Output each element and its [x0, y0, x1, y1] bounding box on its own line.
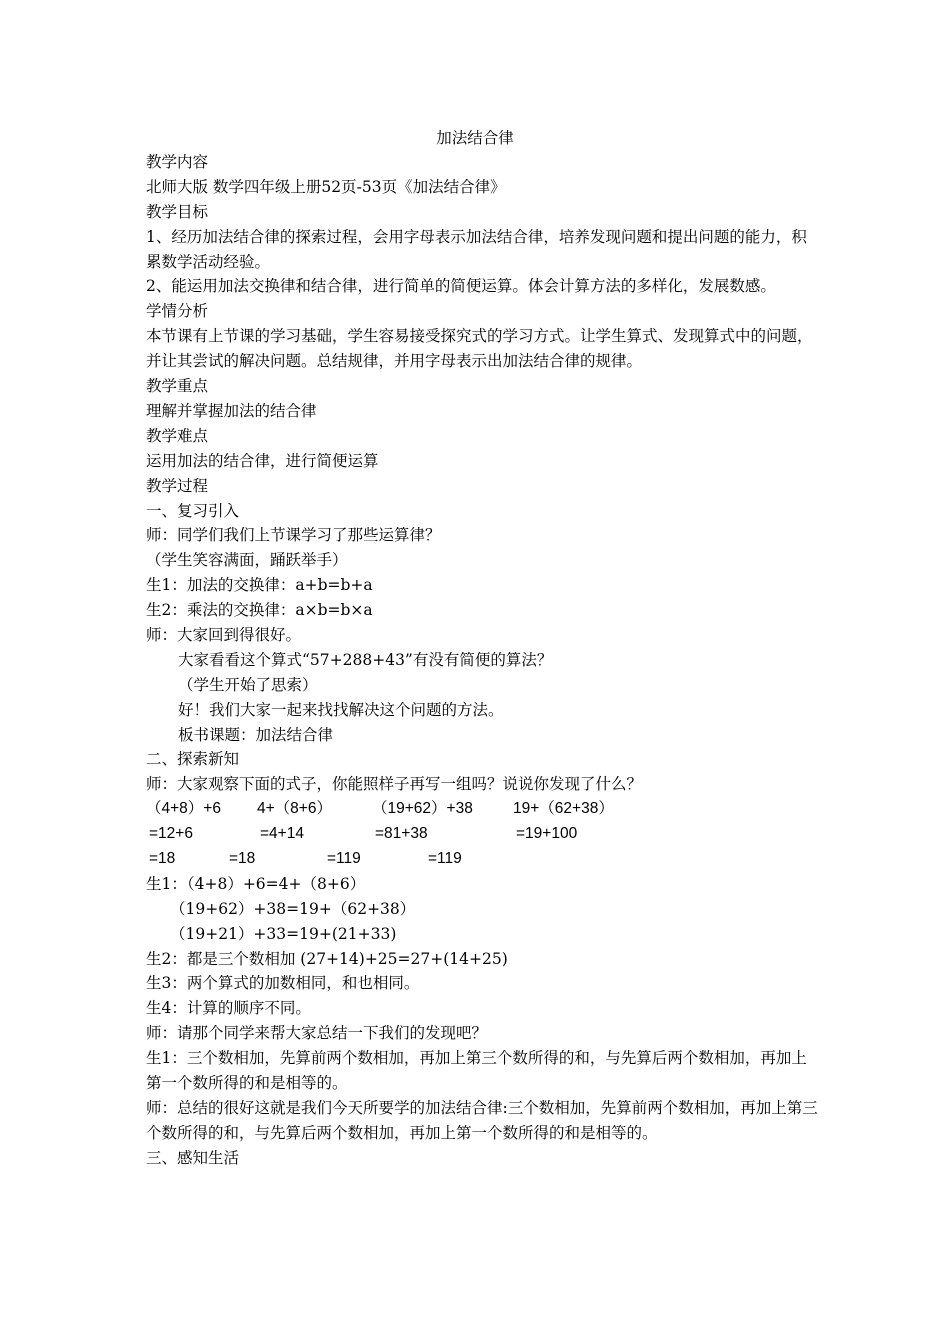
paragraph: 本节课有上节课的学习基础，学生容易接受探究式的学习方式。让学生算式、发现算式中的问题，并让其尝试的解决问题。总结规律，并用字母表示出加法结合律的规律。 [146, 327, 813, 371]
paragraph: 北师大版 数学四年级上册52页-53页《加法结合律》 [146, 177, 506, 196]
paragraph: （19+21）+33=19+(21+33) [170, 924, 397, 943]
paragraph: 生2：乘法的交换律：a×b=b×a [146, 601, 373, 620]
paragraph: 大家看看这个算式“57+288+43”有没有简便的算法？ [178, 650, 553, 669]
document-title: 加法结合律 [436, 129, 514, 147]
paragraph: 生4：计算的顺序不同。 [146, 999, 311, 1018]
paragraph: 师：大家观察下面的式子，你能照样子再写一组吗？说说你发现了什么？ [146, 775, 643, 794]
equation-cell: （19+62）+38 [372, 800, 473, 818]
paragraph: 生1：加法的交换律：a+b=b+a [146, 576, 373, 595]
equation-cell: =18 [149, 850, 176, 867]
section-heading: 三、感知生活 [146, 1148, 240, 1167]
equation-cell: （4+8）+6 [146, 800, 221, 818]
section-heading: 教学过程 [146, 476, 209, 495]
section-heading: 二、探索新知 [146, 750, 240, 769]
equation-table [146, 797, 818, 872]
equation-cell: =12+6 [149, 825, 193, 843]
paragraph: 生3：两个算式的加数相同，和也相同。 [146, 974, 420, 993]
paragraph: 好！我们大家一起来找找解决这个问题的方法。 [178, 700, 504, 719]
equation-cell: =81+38 [375, 825, 428, 843]
paragraph: （19+62）+38=19+（62+38） [170, 899, 416, 918]
equation-row [146, 797, 818, 822]
equation-cell: 4+（8+6） [257, 800, 332, 818]
paragraph: 师：大家回到得很好。 [146, 625, 302, 644]
paragraph: 生1：（4+8）+6=4+（8+6） [146, 874, 366, 893]
paragraph: 理解并掌握加法的结合律 [146, 401, 317, 420]
paragraph: （学生开始了思索） [178, 675, 318, 694]
paragraph: 2、能运用加法交换律和结合律，进行简单的简便运算。体会计算方法的多样化，发展数感。 [146, 277, 776, 296]
paragraph: 师：同学们我们上节课学习了那些运算律？ [146, 526, 441, 545]
equation-cell: 19+（62+38） [513, 800, 614, 818]
section-heading: 教学目标 [146, 202, 209, 221]
paragraph: 1、经历加法结合律的探索过程，会用字母表示加法结合律，培养发现问题和提出问题的能力，积累数学活动经验。 [146, 227, 807, 271]
equation-row [146, 822, 818, 847]
equation-cell: =119 [327, 850, 361, 867]
paragraph: （学生笑容满面，踊跃举手） [146, 551, 348, 570]
document-body [146, 150, 818, 1171]
section-heading: 教学难点 [146, 426, 209, 445]
equation-row [146, 847, 818, 872]
equation-cell: =19+100 [516, 825, 578, 843]
section-heading: 学情分析 [146, 302, 209, 321]
paragraph: 生2：都是三个数相加 (27+14)+25=27+(14+25) [146, 949, 508, 968]
paragraph: 一、复习引入 [146, 501, 240, 520]
paragraph: 板书课题：加法结合律 [178, 725, 334, 744]
section-heading: 教学内容 [146, 153, 209, 171]
paragraph: 师：总结的很好这就是我们今天所要学的加法结合律:三个数相加，先算前两个数相加，再加上第三个数所得的和，与先算后两个数相加，再加上第一个数所得的和是相等的。 [146, 1098, 818, 1142]
paragraph: 生1：三个数相加，先算前两个数相加，再加上第三个数所得的和，与先算后两个数相加，再加上第一个数所得的和是相等的。 [146, 1049, 807, 1093]
section-heading: 教学重点 [146, 377, 209, 396]
paragraph: 运用加法的结合律，进行简便运算 [146, 451, 379, 470]
equation-cell: =18 [229, 850, 256, 867]
equation-cell: =119 [428, 850, 462, 867]
equation-cell: =4+14 [260, 825, 304, 843]
paragraph: 师：请那个同学来帮大家总结一下我们的发现吧？ [146, 1024, 488, 1043]
